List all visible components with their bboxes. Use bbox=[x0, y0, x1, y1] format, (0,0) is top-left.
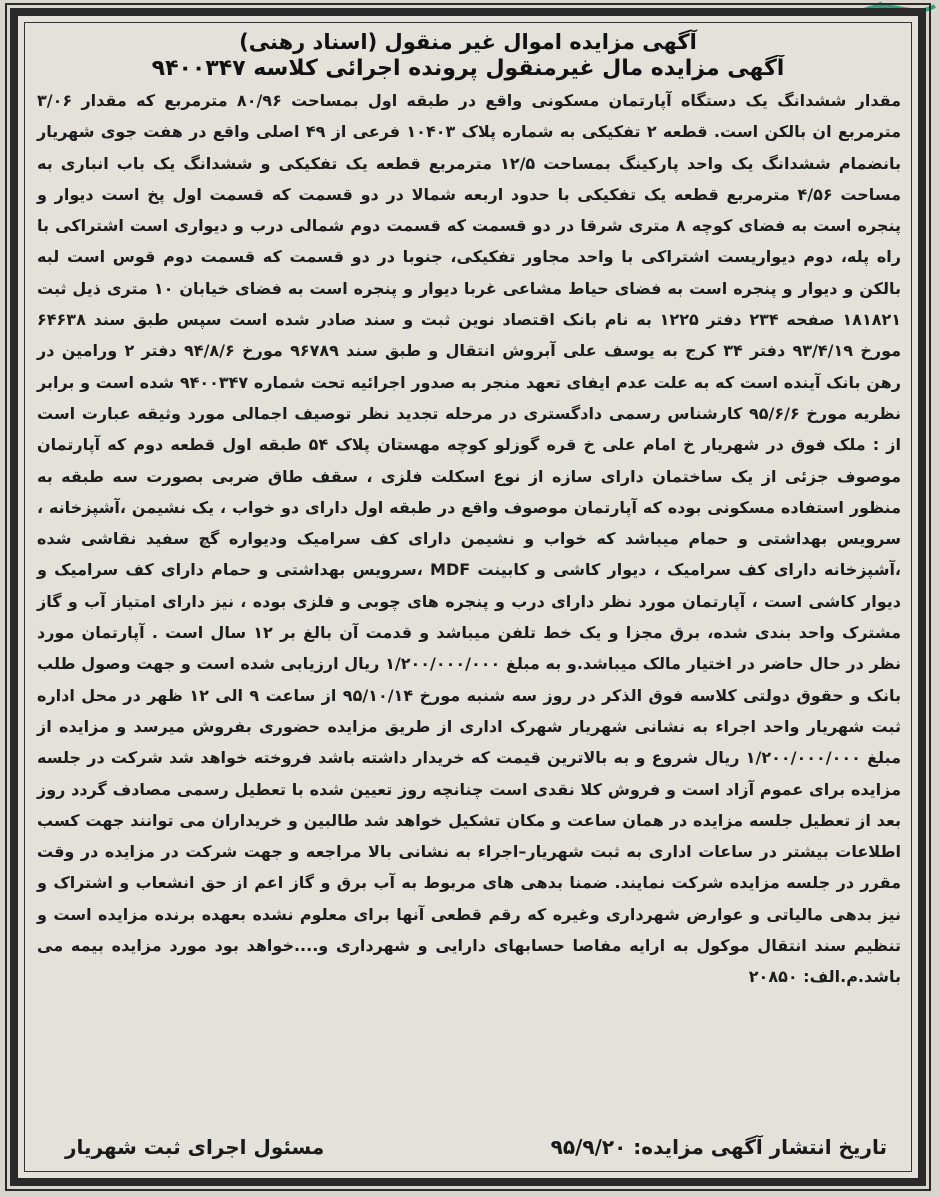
notice-subtitle: آگهی مزایده مال غیرمنقول پرونده اجرائی کلاسه ۹۴۰۰۳۴۷ bbox=[151, 56, 785, 81]
signature: مسئول اجرای ثبت شهریار bbox=[65, 1135, 325, 1159]
publish-date: تاریخ انتشار آگهی مزایده: ۹۵/۹/۲۰ bbox=[550, 1135, 887, 1159]
notice-frame bbox=[10, 8, 926, 1186]
notice-title: آگهی مزایده اموال غیر منقول (اسناد رهنی) bbox=[239, 30, 697, 54]
notice-footer bbox=[25, 1133, 911, 1161]
notice-body: مقدار ششدانگ یک دستگاه آپارتمان مسکونی واقع در طبقه اول بمساحت ۸۰/۹۶ مترمربع که مقدار ۳/۰۶ مترمربع ان بالکن است. قطعه ۲ تفکیکی به شماره پلاک ۱۰۴۰۳ فرعی از ۴۹ اصلی واقع در هفت جوی شهریار بانضمام ششدانگ یک واحد پارکینگ بمساحت ۱۲/۵ مترمربع قطعه یک تفکیکی و ششدانگ یک باب انباری به مساحت ۴/۵۶ مترمربع قطعه یک تفکیکی با حدود اربعه شمالا در دو قسمت که قسمت اول پخ است دیوار و پنجره است به فضای کوچه ۸ متری شرقا در دو قسمت که قسمت دوم شمالی درب و دیواری است اشتراکی با راه پله، دوم دیواریست اشتراکی با واحد مجاور تفکیکی، جنوبا در دو قسمت که قسمت دوم قوس است لبه بالکن و دیوار و پنجره است به فضای حیاط مشاعی غربا دیوار و پنجره است به فضای خیابان ۱۰ متری ذیل ثبت ۱۸۱۸۲۱ صفحه ۲۳۴ دفتر ۱۲۲۵ به نام بانک اقتصاد نوین ثبت و سند صادر شده است سپس طبق سند ۶۴۶۳۸ مورخ ۹۳/۴/۱۹ دفتر ۳۴ کرج به یوسف علی آبروش انتقال و طبق سند ۹۶۷۸۹ مورخ ۹۴/۸/۶ دفتر ۲ ورامین در رهن بانک آینده است که به علت عدم ایفای تعهد منجر به صدور اجرائیه تحت شماره ۹۴۰۰۳۴۷ شده است و برابر نظریه مورخ ۹۵/۶/۶ کارشناس رسمی دادگستری در مرحله تجدید نظر توصیف اجمالی مورد وثیقه عبارت است از : ملک فوق در شهریار خ امام علی خ قره گوزلو کوچه مهستان پلاک ۵۴ طبقه اول قطعه دوم که آپارتمان موصوف جزئی از یک ساختمان دارای سازه از نوع اسکلت فلزی ، سقف طاق ضربی بصورت سه طبقه به منظور استفاده مسکونی بوده که آپارتمان موصوف واقع در طبقه اول دارای دو خواب ، یک نشیمن ،آشپزخانه ، سرویس بهداشتی و حمام میباشد که خواب و نشیمن دارای کف سرامیک ودیواره گچ سفید نقاشی شده ،آشپزخانه دارای کف سرامیک ، دیوار کاشی و کابینت MDF ،سرویس بهداشتی و حمام دارای کف سرامیک و دیوار کاشی است ، آپارتمان مورد نظر دارای درب و پنجره های چوبی و فلزی بوده ، نیز دارای امتیاز آب و گاز مشترک واحد بندی شده، برق مجزا و یک خط تلفن میباشد و قدمت آن بالغ بر ۱۲ سال است . آپارتمان مورد نظر در حال حاضر در اختیار مالک میباشد.و به مبلغ ۱/۲۰۰/۰۰۰/۰۰۰ ریال ارزیابی شده است و جهت وصول طلب بانک و حقوق دولتی کلاسه فوق الذکر در روز سه شنبه مورخ ۹۵/۱۰/۱۴ از ساعت ۹ الی ۱۲ ظهر در محل اداره ثبت شهریار واحد اجراء به نشانی شهریار شهرک اداری از طریق مزایده حضوری بفروش میرسد و مزایده از مبلغ ۱/۲۰۰/۰۰۰/۰۰۰ ریال شروع و به بالاترین قیمت که خریدار داشته باشد فروخته خواهد شد شرکت در جلسه مزایده برای عموم آزاد است و فروش کلا نقدی است چنانچه روز تعیین شده با تعطیل رسمی مصادف گردد روز بعد از تعطیل جلسه مزایده در همان ساعت و مکان تشکیل خواهد شد طالبین و خریداران می توانند جهت کسب اطلاعات بیشتر در ساعات اداری به ثبت شهریار–اجراء به نشانی بالا مراجعه و جهت شرکت در مزایده در وقت مقرر در جلسه مزایده شرکت نمایند. ضمنا بدهی های مربوط به آب برق و گاز اعم از حق انشعاب و اشتراک و نیز بدهی مالیاتی و عوارض شهرداری وغیره که رقم قطعی آنها برای معلوم نشده بعهده برنده مزایده است و تنظیم سند انتقال موکول به ارایه مفاصا حسابهای دارایی و شهرداری و....خواهد بود مورد مزایده بیمه می باشد.م.الف: ۲۰۸۵۰ bbox=[37, 91, 902, 987]
notice-content bbox=[24, 22, 912, 1172]
